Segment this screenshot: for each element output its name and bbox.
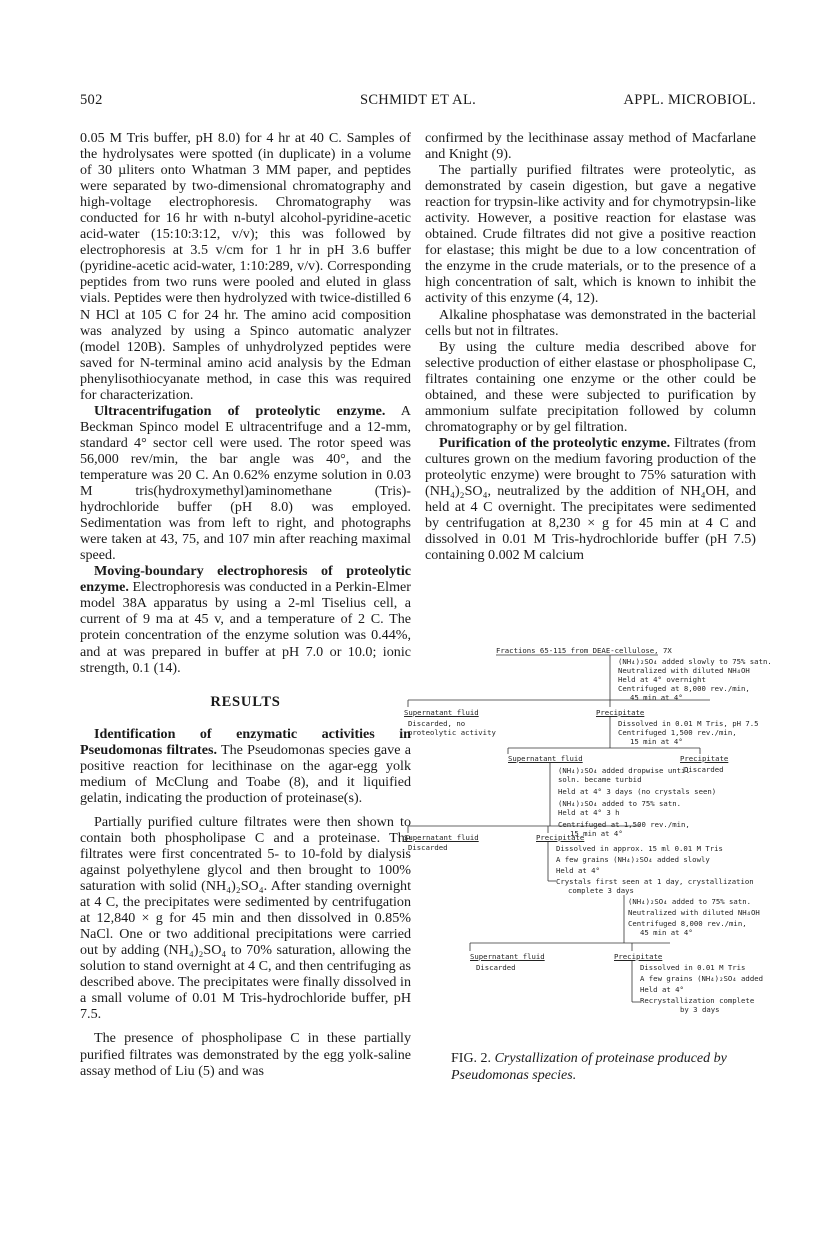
flow-line: Centrifuged at 8,000 rev./min, — [618, 684, 750, 693]
page-number: 502 — [80, 92, 103, 108]
paragraph-body: A Beckman Spinco model E ultracentrifuge and a 12-mm, standard 4° sector cell were used. The rotor speed was 56,000 rev/min, the bar angle was 40°, and the temperature was 20 C. An 0.62% enzyme solution in 0.03 M tris(hydroxymethyl)aminomethane (Tris)-hydrochloride buffer (pH 8.0) was employed. Sedimentation was from left to right, and photographs were taken at 43, 75, and 107 min after reaching maximal speed. — [80, 402, 411, 564]
flow-line: 15 min at 4° — [570, 829, 623, 838]
paragraph-heading: Identification of enzymatic activities in Pseudomonas filtrates. — [80, 725, 411, 758]
paragraph: 0.05 M Tris buffer, pH 8.0) for 4 hr at 40 C. Samples of the hydrolysates were spotted (in duplicate) in a volume of 30 µliters onto Whatman 3 MM paper, and peptides were separated by two-dimensional chromatography and high-voltage electrophoresis. Chromatography was conducted for 16 hr with n-butyl alcohol-pyridine-acetic acid-water (15:10:3:12, v/v); this was followed by electrophoresis at 3.5 v/cm for 1 hr in pH 3.6 buffer (pyridine-acetic acid-water, 1:10:289, v/v). Corresponding peptides from two runs were pooled and eluted in glass vials. Peptides were then hydrolyzed with twice-distilled 6 N HCl at 105 C for 24 hr. The amino acid composition was analyzed by using a Spinco automatic analyzer (model 120B). Samples of unhydrolyzed peptides were saved for N-terminal amino acid analysis by the Edman phenylisothiocyanate method, in case this was required for characterization. — [80, 130, 411, 403]
flow-line: Discarded, no — [408, 719, 466, 728]
flow-line: A few grains (NH₄)₂SO₄ added — [640, 974, 764, 983]
flow-line: Dissolved in approx. 15 ml 0.01 M Tris — [556, 844, 723, 853]
paragraph: confirmed by the lecithinase assay method of Macfarlane and Knight (9). — [425, 130, 756, 163]
flow-step-6 — [640, 963, 763, 1014]
flow-step-3 — [558, 766, 716, 838]
flow-line: proteolytic activity — [408, 728, 496, 737]
flow-line: Dissolved in 0.01 M Tris, pH 7.5 — [618, 719, 759, 728]
paragraph-heading: Moving-boundary electrophoresis of proteolytic enzyme. — [80, 563, 411, 596]
flow-step-1 — [618, 657, 772, 702]
flow-label: Precipitate — [536, 833, 585, 842]
flow-line: complete 3 days — [568, 886, 634, 895]
flow-line: Crystals first seen at 1 day, crystallization — [556, 877, 754, 886]
flow-label: Supernatant fluid — [404, 708, 479, 717]
flow-line: (NH₄)₂SO₄ added to 75% satn. — [628, 897, 752, 906]
flow-line: (NH₄)₂SO₄ added to 75% satn. — [558, 799, 682, 808]
paragraph: Partially purified culture filtrates were then shown to contain both phospholipase C and a proteinase. The filtrates were first concentrated 5- to 10-fold by dialysis against polyethylene glycol and then brought to 100% saturation with solid (NH₄)₂SO₄. After standing overnight at 4 C, the precipitates were sedimented by centrifugation at 12,840 × g for 45 min and then dissolved in 0.85% NaCl. One or two additional precipitations were carried out by adding (NH₄)₂SO₄ to 70% saturation, allowing the solution to stand overnight at 4 C, and then centrifuging as described above. The precipitates were finally dissolved in a small volume of 0.01 M Tris-hydrochloride buffer, pH 7.5. — [80, 813, 411, 1023]
flow-note: Discarded — [408, 843, 448, 852]
flow-label: Precipitate — [614, 952, 663, 961]
paragraph-body: Filtrates (from cultures grown on the medium favoring production of the proteolytic enzyme) were brought to 75% saturation with (NH₄)₂SO₄, neutralized by the addition of NH₄OH, and held at 4 C overnight. The precipitates were sedimented by centrifugation at 8,230 × g for 45 min at 4 C and dissolved in 0.01 M Tris-hydrochloride buffer (pH 7.5) containing 0.002 M calcium — [425, 434, 756, 564]
flow-note — [408, 719, 496, 737]
flow-line: 45 min at 4° — [640, 928, 693, 937]
flow-line: Held at 4° — [556, 866, 600, 875]
caption-text: Crystallization of proteinase produced by Pseudomonas species. — [451, 1051, 727, 1083]
section-heading: RESULTS — [210, 693, 281, 710]
flow-line: Held at 4° 3 days (no crystals seen) — [558, 787, 717, 796]
flow-line: Dissolved in 0.01 M Tris — [640, 963, 746, 972]
running-header — [80, 92, 756, 114]
figure-caption — [451, 1050, 767, 1084]
flow-start: Fractions 65-115 from DEAE-cellulose, 7X — [496, 646, 672, 655]
paragraph-body: Electrophoresis was conducted in a Perkin-Elmer model 38A apparatus by using a 2-ml Tiselius cell, a current of 9 ma at 45 v, and a temperature of 2 C. The protein concentration of the enzyme solution was 0.44%, and at was prepared in buffer at pH 7.0 or 10.0; ionic strength, 0.1 (14). — [80, 579, 411, 676]
flow-line: Centrifuged 8,000 rev./min, — [628, 919, 747, 928]
flow-label: Supernatant fluid — [404, 833, 479, 842]
paragraph: By using the culture media described above for selective production of either elastase or phospholipase C, filtrates containing one enzyme or the other could be obtained, and these were subjected to purification by ammonium sulfate precipitation followed by column chromatography or by gel filtration. — [425, 338, 756, 435]
flow-line: by 3 days — [680, 1005, 720, 1014]
flow-line: soln. became turbid — [558, 775, 642, 784]
flow-line: Held at 4° overnight — [618, 675, 706, 684]
journal-name: APPL. MICROBIOL. — [623, 92, 756, 108]
flow-line: Neutralized with diluted NH₄OH — [618, 666, 750, 675]
paragraph — [80, 726, 411, 806]
flow-label: Precipitate — [596, 708, 645, 717]
flow-line: Neutralized with diluted NH₄OH — [628, 908, 760, 917]
flow-line: Recrystallization complete — [640, 996, 755, 1005]
flow-line: A few grains (NH₄)₂SO₄ added slowly — [556, 855, 710, 864]
right-column — [425, 130, 756, 563]
flow-step-5 — [628, 897, 760, 937]
flow-line: (NH₄)₂SO₄ added dropwise until — [558, 766, 690, 775]
figure-label: FIG. 2. — [451, 1051, 492, 1066]
flow-label: Supernatant fluid — [508, 754, 583, 763]
flowchart-figure — [400, 645, 776, 1040]
paragraph: The presence of phospholipase C in these partially purified filtrates was demonstrated by the egg yolk-saline assay method of Liu (5) and was — [80, 1030, 411, 1079]
running-authors: SCHMIDT ET AL. — [359, 92, 477, 108]
flow-step-4 — [556, 844, 754, 895]
flow-line: Held at 4° — [640, 985, 684, 994]
paragraph: Alkaline phosphatase was demonstrated in the bacterial cells but not in filtrates. — [425, 306, 756, 339]
flow-line: (NH₄)₂SO₄ added slowly to 75% satn. — [618, 657, 772, 666]
flow-note: Discarded — [476, 963, 516, 972]
flow-line: Held at 4° 3 h — [558, 808, 620, 817]
flow-line: Centrifuged at 1,500 rev./min, — [558, 820, 690, 829]
flow-line: Centrifuged 1,500 rev./min, — [618, 728, 737, 737]
paragraph — [80, 563, 411, 675]
paragraph-heading: Purification of the proteolytic enzyme. — [439, 434, 671, 451]
flow-label: Precipitate — [680, 754, 729, 763]
left-column — [80, 130, 411, 1079]
flow-line: 15 min at 4° — [630, 737, 683, 746]
flow-label: Supernatant fluid — [470, 952, 545, 961]
paragraph-heading: Ultracentrifugation of proteolytic enzyme. — [94, 402, 386, 419]
paragraph-body: The Pseudomonas species gave a positive reaction for lecithinase on the agar-egg yolk medium of McClung and Toabe (8), and it liquified gelatin, indicating the production of proteinase(s). — [80, 741, 411, 806]
flow-note: Discarded — [684, 765, 724, 774]
paragraph — [80, 403, 411, 563]
paragraph — [425, 435, 756, 563]
paragraph: The partially purified filtrates were proteolytic, as demonstrated by casein digestion, but gave a negative reaction for trypsin-like activity and for chymotrypsin-like activity. However, a positive reaction for elastase was obtained. Crude filtrates did not give a positive reaction for elastase; this might be due to a low concentration of the enzyme in the crude materials, or to the presence of a high concentration of salt, which is known to inhibit the activity of this enzyme (4, 12). — [425, 162, 756, 307]
flow-line: 45 min at 4° — [630, 693, 683, 702]
flow-step-2 — [618, 719, 759, 746]
